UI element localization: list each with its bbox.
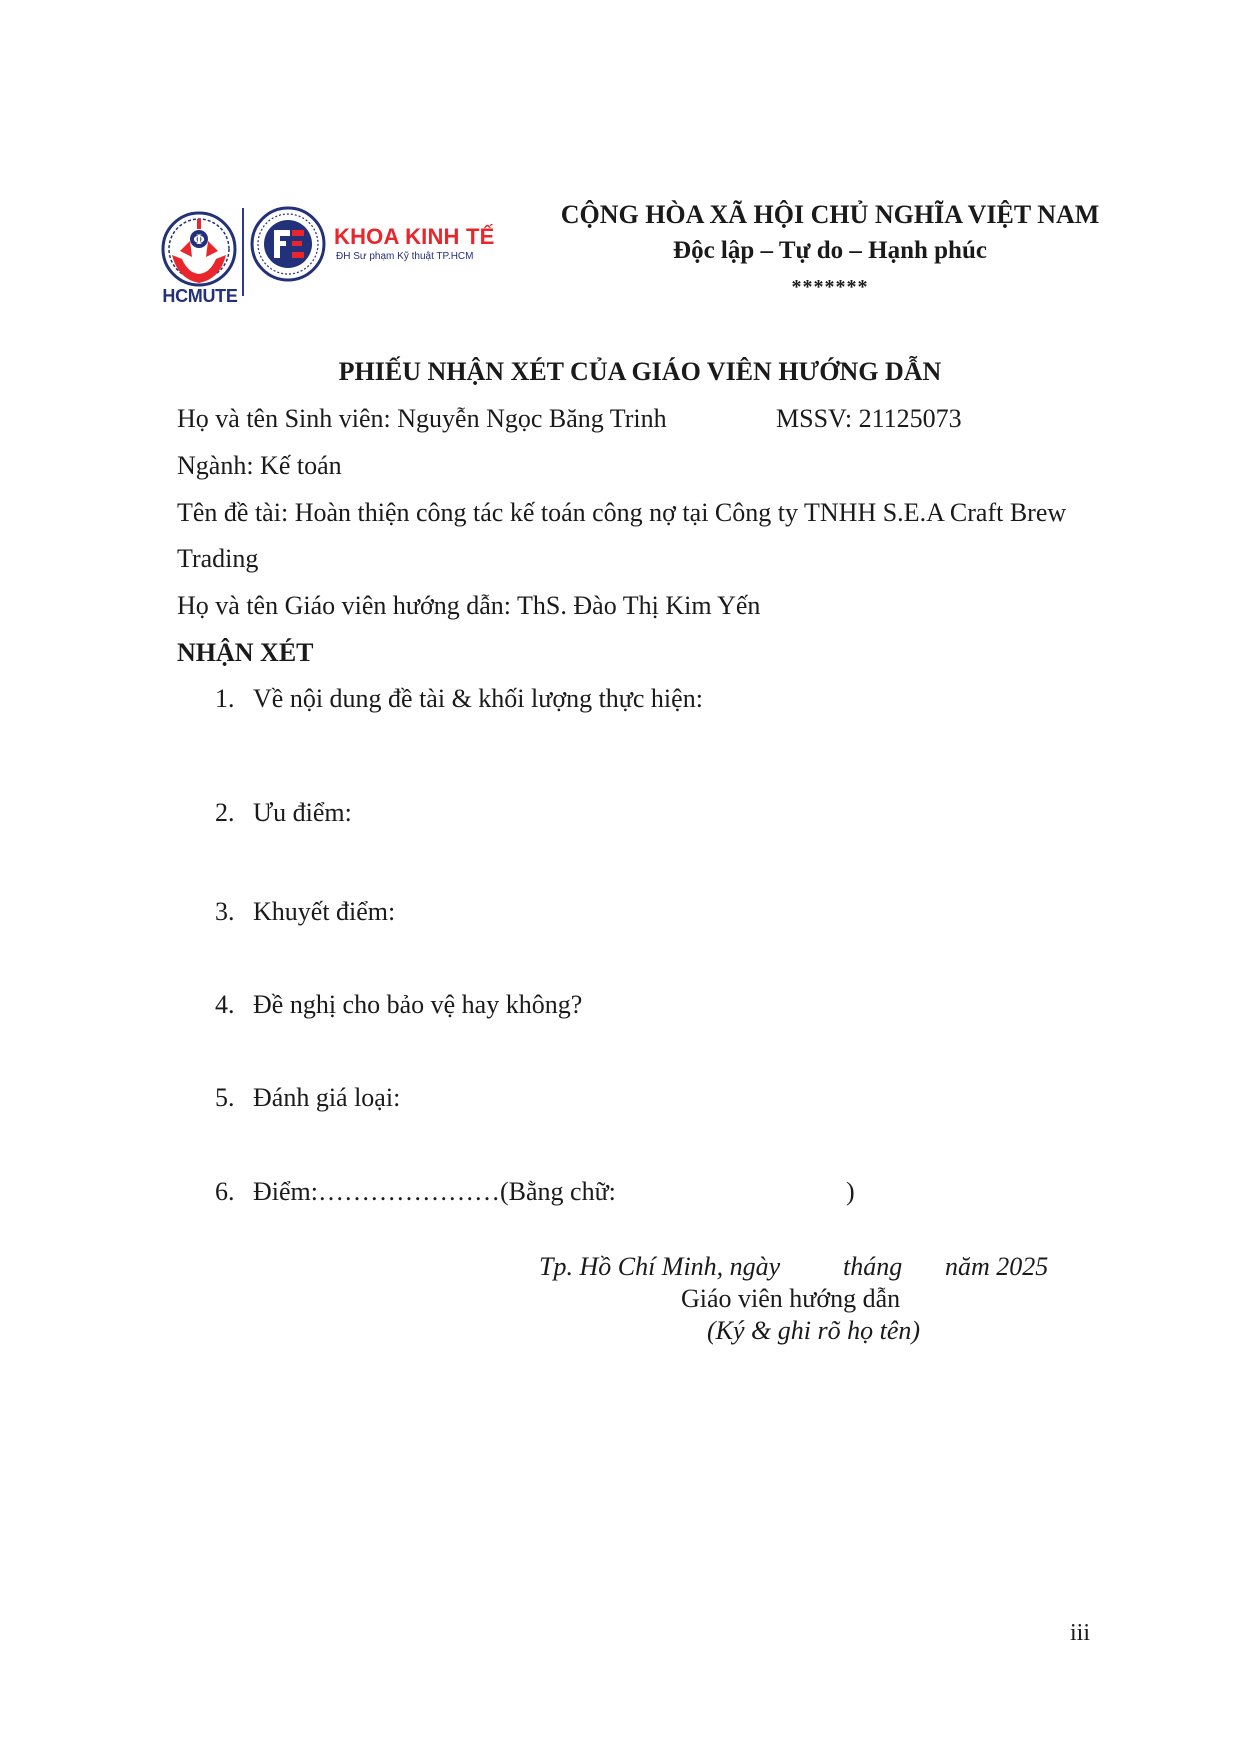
student-label: Họ và tên Sinh viên: [177,404,391,433]
signature-instruction: (Ký & ghi rõ họ tên) [707,1316,921,1345]
item-text: Khuyết điểm: [253,897,396,926]
item-text: Về nội dung đề tài & khối lượng thực hiện: [253,684,703,713]
score-close-paren: ) [846,1177,855,1206]
hcmute-logo-text: HCMUTE [162,286,238,306]
header-logos [158,200,498,310]
student-name: Nguyễn Ngọc Băng Trinh [397,404,667,433]
item-number: 1. [215,684,235,713]
major-line [177,451,342,481]
list-item [215,1177,616,1207]
advisor-label: Họ và tên Giáo viên hướng dẫn: [177,591,511,620]
advisor-line [177,591,760,621]
student-id-line [776,404,962,434]
list-item [215,897,395,927]
item-text: Điểm:…………………(Bằng chữ: [253,1177,616,1206]
item-text: Đề nghị cho bảo vệ hay không? [253,990,583,1019]
item-number: 5. [215,1083,235,1112]
list-item [215,684,703,714]
advisor-name: ThS. Đào Thị Kim Yến [517,591,761,620]
topic-line [177,498,1066,528]
signature-year: năm 2025 [945,1252,1049,1281]
khoa-kinh-te-title: KHOA KINH TẾ [334,224,495,249]
form-title: PHIẾU NHẬN XÉT CỦA GIÁO VIÊN HƯỚNG DẪN [338,357,942,386]
list-item [215,798,352,828]
item-number: 3. [215,897,235,926]
major-label: Ngành: [177,451,254,480]
logo-divider [242,208,244,296]
major-value: Kế toán [260,451,342,480]
topic-value-1: Hoàn thiện công tác kế toán công nợ tại Công ty TNHH S.E.A Craft Brew [294,498,1067,527]
item-number: 4. [215,990,235,1019]
student-id-label: MSSV: [776,404,853,433]
header-stars: ******* [791,276,869,298]
national-title: CỘNG HÒA XÃ HỘI CHỦ NGHĨA VIỆT NAM [560,200,1100,229]
signature-place: Tp. Hồ Chí Minh, ngày [539,1252,781,1281]
national-motto: Độc lập – Tự do – Hạnh phúc [673,237,987,264]
item-text: Đánh giá loại: [253,1083,401,1112]
khoa-kinh-te-logo-icon [250,206,326,282]
item-number: 2. [215,798,235,827]
topic-label: Tên đề tài: [177,498,289,527]
student-id: 21125073 [858,404,962,433]
signature-role: Giáo viên hướng dẫn [681,1284,901,1313]
svg-text:Φ: Φ [193,233,205,248]
section-heading: NHẬN XÉT [177,638,314,667]
signature-month: tháng [843,1252,903,1281]
item-text: Ưu điểm: [253,798,352,827]
student-line [177,404,667,434]
khoa-kinh-te-subtitle: ĐH Sư phạm Kỹ thuật TP.HCM [336,251,474,262]
list-item [215,1083,400,1113]
item-number: 6. [215,1177,235,1206]
page-number: iii [1070,1620,1091,1646]
topic-value-2: Trading [177,544,259,573]
list-item [215,990,582,1020]
